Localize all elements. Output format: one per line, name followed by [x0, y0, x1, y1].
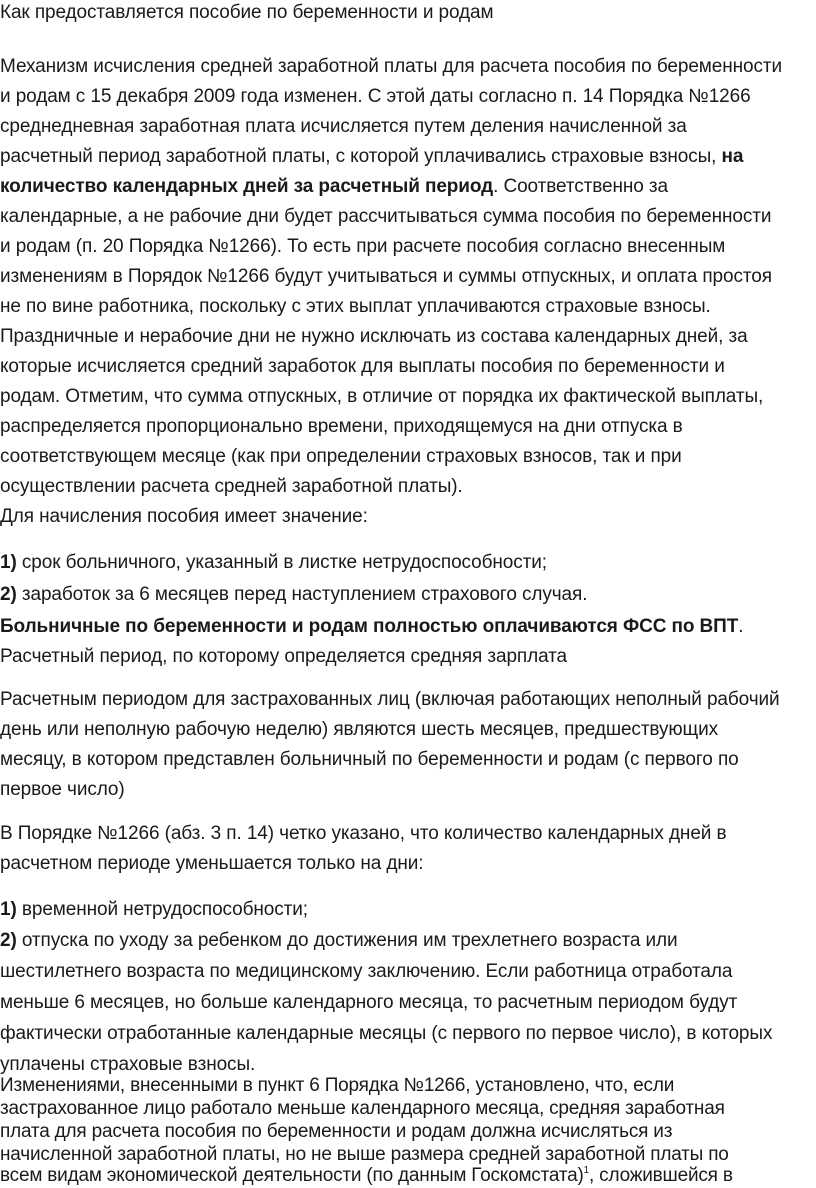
para1-line8: изменениям в Порядок №1266 будут учитываться и суммы отпускных, и оплата простоя	[0, 266, 772, 287]
para1-line4	[0, 145, 743, 169]
para1-line16: Для начисления пособия имеет значение:	[0, 506, 368, 527]
list1-item-1-text: срок больничного, указанный в листке нетрудоспособности;	[16, 552, 547, 573]
para1-line3: среднедневная заработная плата исчисляется путем деления начисленной за	[0, 116, 687, 137]
list2-item-2-text: отпуска по уходу за ребенком до достижения им трехлетнего возраста или	[16, 930, 678, 951]
para1-line15: осуществлении расчета средней заработной платы).	[0, 476, 463, 497]
list1-item-2	[0, 583, 587, 607]
para4-line3: плата для расчета пособия по беременности и родам должна исчисляться из	[0, 1121, 673, 1142]
list2-cont-line3: фактически отработанные календарные месяцы (с первого по первое число), в которых	[0, 1023, 773, 1044]
para2-line4: первое число)	[0, 779, 125, 800]
list2-item-1-num: 1)	[0, 899, 17, 920]
bold-statement-period: .	[738, 616, 744, 637]
para4-line4: начисленной заработной платы, но не выше размера средней заработной платы по	[0, 1144, 729, 1165]
para1-line6: календарные, а не рабочие дни будет рассчитываться сумма пособия по беременности	[0, 206, 772, 227]
list2-item-1-text: временной нетрудоспособности;	[16, 899, 308, 920]
document-title: Как предоставляется пособие по беременности и родам	[0, 2, 494, 23]
para3-line1: В Порядке №1266 (абз. 3 п. 14) четко указано, что количество календарных дней в	[0, 823, 727, 844]
para1-line9: не по вине работника, поскольку с этих выплат уплачиваются страховые взносы.	[0, 296, 711, 317]
para1-line12: родам. Отметим, что сумма отпускных, в отличие от порядка их фактической выплаты,	[0, 386, 764, 407]
para2-line1: Расчетным периодом для застрахованных лиц (включая работающих неполный рабочий	[0, 689, 780, 710]
bold-statement-text: Больничные по беременности и родам полностью оплачиваются ФСС по ВПТ	[0, 616, 739, 637]
para1-line4-bold: на	[721, 146, 744, 167]
para1-line1: Механизм исчисления средней заработной платы для расчета пособия по беременности	[0, 56, 782, 77]
list1-item-2-num: 2)	[0, 584, 17, 605]
para2-line2: день или неполную рабочую неделю) являются шесть месяцев, предшествующих	[0, 719, 719, 740]
list2-item-1	[0, 898, 308, 922]
list1-item-2-text: заработок за 6 месяцев перед наступлением страхового случая.	[16, 584, 588, 605]
para1-line11: которые исчисляется средний заработок для выплаты пособия по беременности и	[0, 356, 725, 377]
para3-line2: расчетном периоде уменьшается только на дни:	[0, 853, 424, 874]
para4-line1: Изменениями, внесенными в пункт 6 Порядка №1266, установлено, что, если	[0, 1075, 675, 1096]
para1-line13: распределяется пропорционально времени, приходящемуся на дни отпуска в	[0, 416, 683, 437]
para1-line5-bold: количество календарных дней за расчетный период	[0, 176, 494, 197]
para4-line2: застрахованное лицо работало меньше календарного месяца, средняя заработная	[0, 1098, 725, 1119]
list2-cont-line1: шестилетнего возраста по медицинскому заключению. Если работница отработала	[0, 961, 733, 982]
para1-line4-text: расчетный период заработной платы, с которой уплачивались страховые взносы,	[0, 146, 722, 167]
list2-cont-line2: меньше 6 месяцев, но больше календарного месяца, то расчетным периодом будут	[0, 992, 738, 1013]
para4-line5	[0, 1164, 733, 1188]
para1-line7: и родам (п. 20 Порядка №1266). То есть при расчете пособия согласно внесенным	[0, 236, 726, 257]
para1-line5	[0, 175, 668, 199]
para2-line3: месяцу, в котором представлен больничный по беременности и родам (с первого по	[0, 749, 739, 770]
section-subtitle: Расчетный период, по которому определяется средняя зарплата	[0, 646, 567, 667]
list2-item-2	[0, 929, 678, 953]
para1-line2: и родам с 15 декабря 2009 года изменен. С этой даты согласно п. 14 Порядка №1266	[0, 86, 751, 107]
list2-cont-line4: уплачены страховые взносы.	[0, 1054, 256, 1075]
list1-item-1-num: 1)	[0, 552, 17, 573]
para1-line5-text: . Соответственно за	[493, 176, 668, 197]
para1-line10: Праздничные и нерабочие дни не нужно исключать из состава календарных дней, за	[0, 326, 748, 347]
list1-item-1	[0, 551, 547, 575]
para1-line14: соответствующем месяце (как при определении страховых взносов, так и при	[0, 446, 682, 467]
bold-statement	[0, 615, 743, 639]
para4-line5-text-a: всем видам экономической деятельности (по данным Госкомстата)	[0, 1165, 584, 1186]
footnote-marker[interactable]: 1	[583, 1165, 590, 1176]
para4-line5-text-b: , сложившейся в	[589, 1165, 733, 1186]
list2-item-2-num: 2)	[0, 930, 17, 951]
